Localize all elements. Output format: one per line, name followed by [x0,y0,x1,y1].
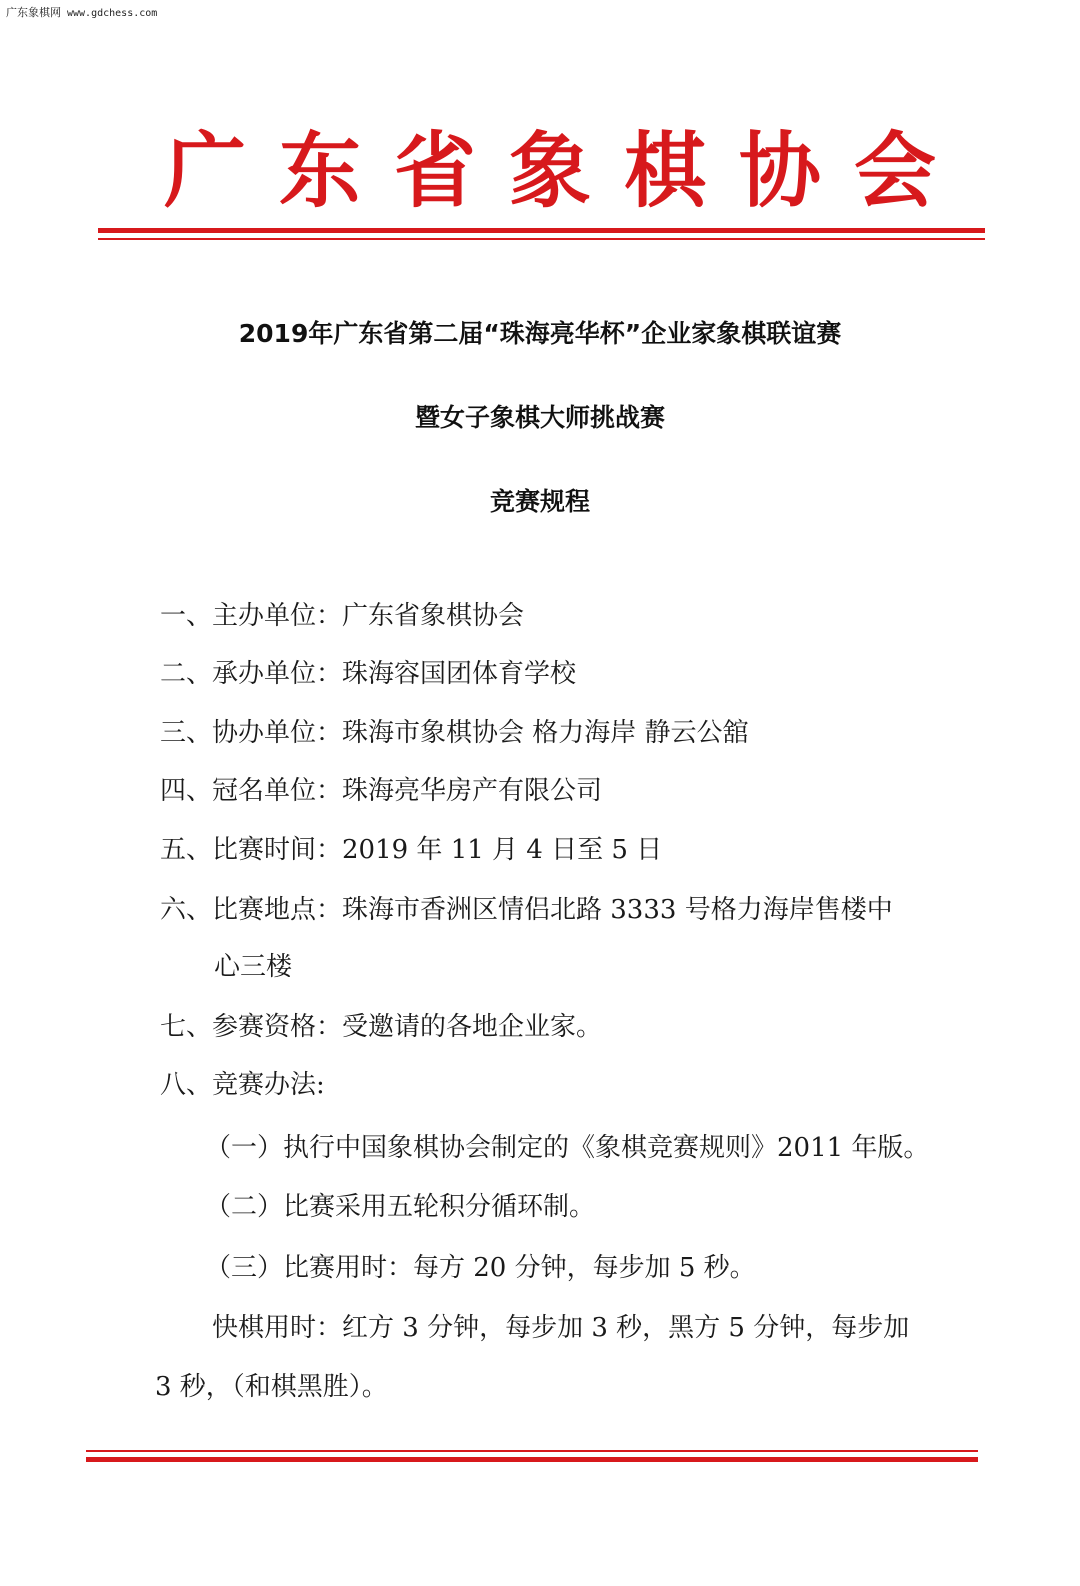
watermark-url: www.gdchess.com [67,8,158,19]
letterhead-char: 棋 [623,124,706,219]
letterhead-char: 东 [278,124,361,219]
clause-venue: 六、比赛地点：珠海市香洲区情侣北路 3333 号格力海岸售楼中 [160,895,893,925]
rule-item-2: （二）比赛采用五轮积分循环制。 [205,1192,596,1222]
rule-item-3: （三）比赛用时：每方 20 分钟，每步加 5 秒。 [205,1253,756,1283]
letterhead-char: 广 [163,124,246,219]
document-title: 2019年广东省第二届“珠海亮华杯”企业家象棋联谊赛 [238,319,842,348]
footer-rule-thick [86,1457,978,1462]
clause-eligibility: 七、参赛资格：受邀请的各地企业家。 [160,1012,603,1042]
clause-title-sponsor: 四、冠名单位：珠海亮华房产有限公司 [160,776,603,806]
site-watermark [6,4,157,20]
clause-venue-cont: 心三楼 [214,952,293,982]
letterhead-char: 会 [853,124,936,219]
clause-host: 二、承办单位：珠海容国团体育学校 [160,659,577,689]
org-letterhead-title [0,122,1080,222]
letterhead-char: 协 [738,124,821,219]
clause-co-organizer: 三、协办单位：珠海市象棋协会 格力海岸 静云公舘 [160,718,749,748]
header-rule-thick [98,228,985,233]
document-subtitle: 暨女子象棋大师挑战赛 [414,403,665,432]
rule-rapid-time-cont: 3 秒，（和棋黑胜）。 [155,1372,388,1402]
letterhead-char: 象 [508,124,591,219]
clause-organizer: 一、主办单位：广东省象棋协会 [160,601,525,631]
clause-rules-heading: 八、竞赛办法: [160,1070,325,1100]
document-heading: 竞赛规程 [489,487,590,516]
clause-date: 五、比赛时间：2019 年 11 月 4 日至 5 日 [160,835,663,865]
rule-item-1: （一）执行中国象棋协会制定的《象棋竞赛规则》2011 年版。 [205,1133,930,1163]
watermark-site-name: 广东象棋网 [6,6,61,19]
letterhead-char: 省 [393,124,476,219]
rule-rapid-time: 快棋用时：红方 3 分钟，每步加 3 秒，黑方 5 分钟，每步加 [212,1313,910,1343]
footer-rule-thin [86,1450,978,1452]
header-rule-thin [98,238,985,240]
